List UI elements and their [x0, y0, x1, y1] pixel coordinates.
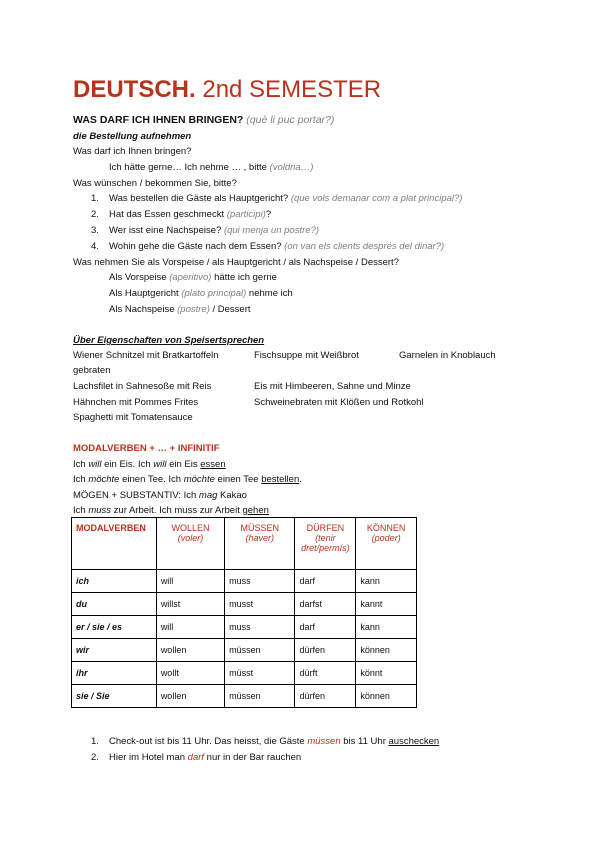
table-cell: müsst	[225, 662, 295, 685]
table-header-cell: MODALVERBEN	[72, 518, 157, 570]
table-cell: will	[156, 616, 224, 639]
table-cell: darf	[295, 616, 356, 639]
answer-item: Als Nachspeise (postre) / Dessert	[109, 304, 251, 315]
table-cell: wir	[72, 639, 157, 662]
dish-item: Lachsfilet in Sahnesoße mit Reis	[73, 381, 212, 392]
table-cell: können	[356, 685, 417, 708]
table-cell: willst	[156, 593, 224, 616]
list-item: 2. Hier im Hotel man darf nur in der Bar rauchen	[91, 752, 302, 763]
list-item: 1. Check-out ist bis 11 Uhr. Das heisst, die Gäste müssen bis 11 Uhr auschecken	[91, 736, 440, 747]
table-row	[72, 616, 417, 639]
table-cell: kannt	[356, 593, 417, 616]
example-line: Ich muss zur Arbeit. Ich muss zur Arbeit gehen	[73, 505, 269, 516]
table-row	[72, 662, 417, 685]
table-row	[72, 593, 417, 616]
question-2: Was wünschen / bekommen Sie, bitte?	[73, 178, 237, 189]
table-header-row	[72, 518, 417, 570]
table-cell: kann	[356, 616, 417, 639]
conjugation-table	[71, 517, 417, 708]
table-cell: sie / Sie	[72, 685, 157, 708]
dish-item: Eis mit Himbeeren, Sahne und Minze	[254, 381, 411, 392]
dish-item: Schweinebraten mit Klößen und Rotkohl	[254, 397, 424, 408]
question-3: Was nehmen Sie als Vorspeise / als Hauptgericht / als Nachspeise / Dessert?	[73, 257, 399, 268]
table-cell: können	[356, 639, 417, 662]
answer-1: Ich hätte gerne… Ich nehme … , bitte (voldria…)	[109, 162, 314, 173]
table-row	[72, 639, 417, 662]
example-line: Ich möchte einen Tee. Ich möchte einen Tee bestellen.	[73, 474, 302, 485]
dish-item: Garnelen in Knoblauch	[399, 350, 496, 361]
answer-item: Als Hauptgericht (plato principal) nehme ich	[109, 288, 293, 299]
table-cell: darfst	[295, 593, 356, 616]
section-heading-dishes: Über Eigenschaften von Speisertsprechen	[73, 335, 265, 346]
list-item: 2. Hat das Essen geschmeckt (participi)?	[91, 209, 272, 220]
dish-item: Spaghetti mit Tomatensauce	[73, 412, 193, 423]
table-cell: ich	[72, 570, 157, 593]
question-1: Was darf ich Ihnen bringen?	[73, 146, 192, 157]
table-header-cell: KÖNNEN (poder)	[356, 518, 417, 570]
section-heading-order: WAS DARF ICH IHNEN BRINGEN? (què li puc portar?)	[73, 114, 335, 126]
table-cell: dürft	[295, 662, 356, 685]
subheading-order: die Bestellung aufnehmen	[73, 131, 192, 142]
table-row	[72, 570, 417, 593]
dish-item: Hähnchen mit Pommes Frites	[73, 397, 199, 408]
list-item: 4. Wohin gehe die Gäste nach dem Essen? (on van els clients després del dinar?)	[91, 241, 445, 252]
table-cell: dürfen	[295, 685, 356, 708]
table-cell: könnt	[356, 662, 417, 685]
table-cell: müssen	[225, 685, 295, 708]
section-heading-modal: MODALVERBEN + … + INFINITIF	[73, 443, 220, 454]
table-cell: musst	[225, 593, 295, 616]
table-cell: will	[156, 570, 224, 593]
dish-item: Wiener Schnitzel mit Bratkartoffeln	[73, 350, 219, 361]
table-header-cell: MÜSSEN (haver)	[225, 518, 295, 570]
answer-item: Als Vorspeise (aperitivo) hätte ich gerne	[109, 272, 277, 283]
list-item: 3. Wer isst eine Nachspeise? (qui menja un postre?)	[91, 225, 319, 236]
table-cell: ihr	[72, 662, 157, 685]
table-cell: darf	[295, 570, 356, 593]
table-cell: muss	[225, 570, 295, 593]
table-cell: müssen	[225, 639, 295, 662]
table-cell: muss	[225, 616, 295, 639]
table-cell: wollen	[156, 685, 224, 708]
example-line: Ich will ein Eis. Ich will ein Eis essen	[73, 459, 226, 470]
page-title: DEUTSCH. 2nd SEMESTER	[73, 76, 382, 103]
table-header-cell: DÜRFEN (tenir dret/permís)	[295, 518, 356, 570]
example-line: MÖGEN + SUBSTANTIV: Ich mag Kakao	[73, 490, 247, 501]
table-cell: er / sie / es	[72, 616, 157, 639]
table-header-cell: WOLLEN (voler)	[156, 518, 224, 570]
list-item: 1. Was bestellen die Gäste als Hauptgericht? (que vols demanar com a plat principal?)	[91, 193, 463, 204]
table-cell: du	[72, 593, 157, 616]
table-cell: wollen	[156, 639, 224, 662]
table-cell: kann	[356, 570, 417, 593]
table-row	[72, 685, 417, 708]
dish-item: Fischsuppe mit Weißbrot	[254, 350, 359, 361]
table-cell: dürfen	[295, 639, 356, 662]
dish-item-continued: gebraten	[73, 365, 111, 376]
table-cell: wollt	[156, 662, 224, 685]
